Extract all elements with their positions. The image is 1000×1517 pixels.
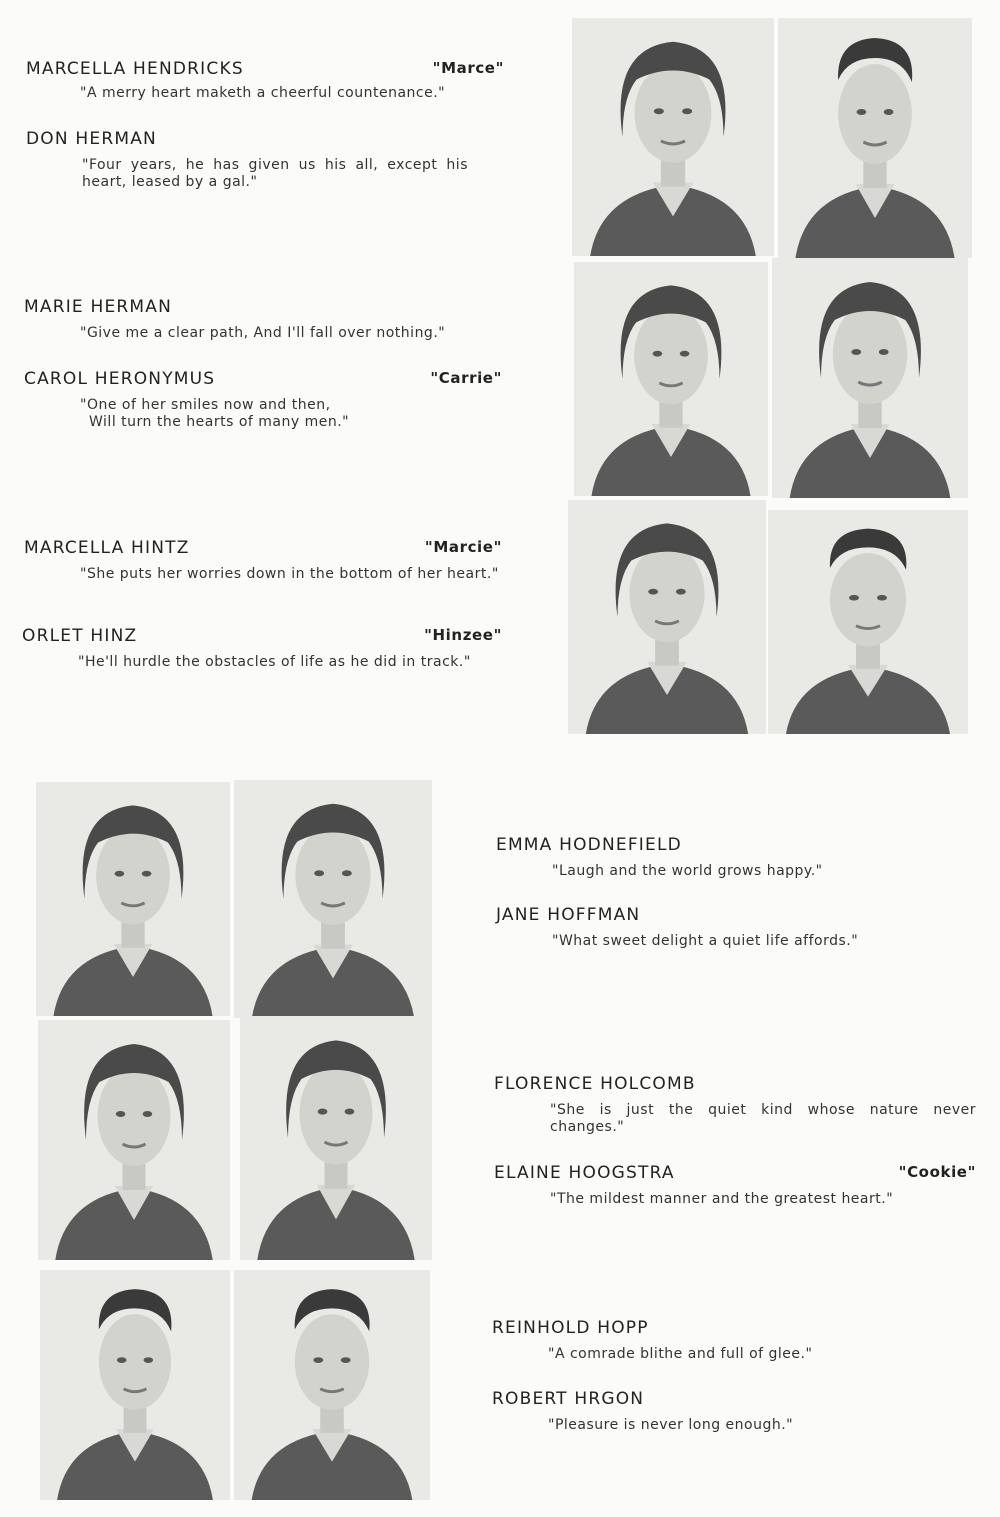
student-portrait: [234, 1270, 430, 1500]
senior-entry: [24, 297, 502, 342]
student-nickname: "Cookie": [898, 1163, 976, 1181]
senior-entry: [26, 59, 504, 102]
student-name: EMMA HODNEFIELD: [496, 835, 682, 855]
quote-line: Will turn the hearts of many men.": [89, 414, 350, 430]
student-name: CAROL HERONYMUS: [24, 369, 216, 389]
student-portrait: [574, 262, 768, 496]
student-quote: "Four years, he has given us his all, except his heart, leased by a gal.": [82, 157, 468, 190]
student-quote: "What sweet delight a quiet life affords.": [552, 933, 859, 949]
senior-entry: [24, 538, 502, 583]
student-portrait: [234, 780, 432, 1018]
senior-entry: [494, 1163, 976, 1208]
senior-entry: [22, 626, 502, 671]
student-quote: "She is just the quiet kind whose nature never changes.": [550, 1102, 976, 1135]
student-name: REINHOLD HOPP: [492, 1318, 649, 1338]
student-portrait: [36, 782, 230, 1016]
student-portrait: [572, 18, 774, 256]
senior-entry: [24, 369, 502, 431]
senior-entry: [496, 835, 976, 880]
student-name: JANE HOFFMAN: [496, 905, 641, 925]
student-quote: "A comrade blithe and full of glee.": [548, 1346, 813, 1362]
portrait-man-icon: [778, 18, 972, 258]
student-portrait: [240, 1016, 432, 1260]
student-quote: "He'll hurdle the obstacles of life as he did in track.": [78, 654, 471, 670]
student-name: FLORENCE HOLCOMB: [494, 1074, 696, 1094]
student-name: ROBERT HRGON: [492, 1389, 645, 1409]
student-portrait: [38, 1020, 230, 1260]
senior-entry: [496, 905, 976, 950]
student-name: MARCELLA HENDRICKS: [26, 59, 244, 79]
student-portrait: [40, 1270, 230, 1500]
portrait-woman-icon: [234, 780, 432, 1018]
portrait-woman-icon: [38, 1020, 230, 1260]
portrait-woman-icon: [772, 258, 968, 498]
portrait-woman-icon: [574, 262, 768, 496]
senior-entry: [492, 1389, 976, 1434]
student-quote: "Give me a clear path, And I'll fall over nothing.": [80, 325, 446, 341]
quote-line: "One of her smiles now and then,: [80, 397, 331, 413]
portrait-woman-icon: [36, 782, 230, 1016]
student-name: ORLET HINZ: [22, 626, 138, 646]
student-portrait: [778, 18, 972, 258]
student-nickname: "Marce": [432, 59, 504, 77]
student-nickname: "Carrie": [430, 369, 502, 387]
student-quote: "The mildest manner and the greatest heart.": [550, 1191, 894, 1207]
senior-entry: [494, 1074, 976, 1136]
student-name: DON HERMAN: [26, 129, 157, 149]
portrait-woman-icon: [572, 18, 774, 256]
student-quote: "She puts her worries down in the bottom of her heart.": [80, 566, 499, 582]
student-name: MARIE HERMAN: [24, 297, 173, 317]
student-name: ELAINE HOOGSTRA: [494, 1163, 675, 1183]
student-nickname: "Hinzee": [424, 626, 502, 644]
portrait-man-icon: [40, 1270, 230, 1500]
senior-entry: [492, 1318, 976, 1363]
student-portrait: [772, 258, 968, 498]
senior-entry: [26, 129, 504, 191]
student-name: MARCELLA HINTZ: [24, 538, 190, 558]
portrait-man-icon: [234, 1270, 430, 1500]
student-portrait: [768, 510, 968, 734]
student-quote: "Laugh and the world grows happy.": [552, 863, 823, 879]
portrait-woman-icon: [240, 1016, 432, 1260]
portrait-woman-icon: [568, 500, 766, 734]
student-quote: [80, 397, 502, 431]
student-nickname: "Marcie": [424, 538, 502, 556]
student-portrait: [568, 500, 766, 734]
portrait-man-icon: [768, 510, 968, 734]
student-quote: "Pleasure is never long enough.": [548, 1417, 794, 1433]
student-quote: "A merry heart maketh a cheerful countenance.": [80, 85, 446, 101]
